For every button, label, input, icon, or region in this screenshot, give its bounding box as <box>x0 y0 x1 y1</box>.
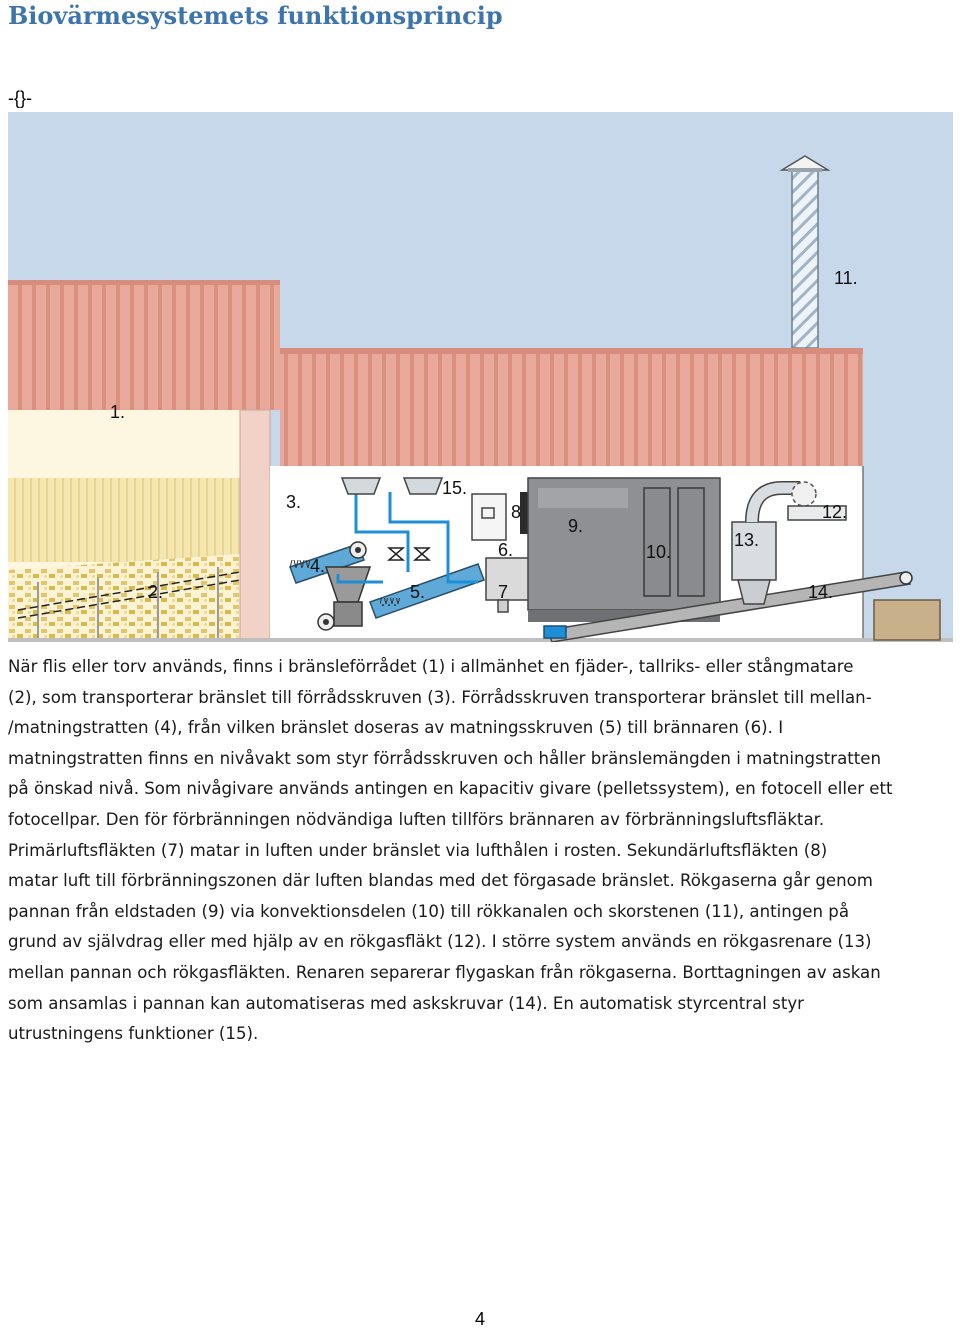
page-title: Biovärmesystemets funktionsprincip <box>8 1 503 30</box>
silo-wall <box>240 410 270 640</box>
label-3: 3. <box>286 492 302 512</box>
figure-marker: -{}- <box>8 88 33 108</box>
label-10: 10. <box>646 542 672 562</box>
boilerhouse-roof <box>280 348 863 466</box>
silo-interior <box>8 478 240 562</box>
label-2: 2. <box>148 582 164 602</box>
label-7: 7 <box>498 582 509 602</box>
label-1: 1. <box>110 402 126 422</box>
label-5: 5. <box>410 582 426 602</box>
body-paragraph: När flis eller torv används, finns i bränsleförrådet (1) i allmänhet en fjäder-, tallriks- eller stångmatare (2), som transporterar bränslet till förrådsskruven (3). Förrådsskruven transporterar bränslet till mellan- /matningstratten (4), från vilken bränslet doseras av matningsskruven (5) till brännaren (6). I matningstratten finns en nivåvakt som styr förrådsskruven och håller bränslemängden i matningstratten på önskad nivå. Som nivågivare används antingen en kapacitiv givare (pelletssystem), en fotocell eller ett fotocellpar. Den för förbränningen nödvändiga luften tillförs brännaren av förbränningsluftsfläktar. Primärluftsfläkten (7) matar in luften under bränslet via lufthålen i rosten. Sekundärluftsfläkten (8) matar luft till förbränningszonen där luften blandas med det förgasade bränslet. Rökgaserna går genom pannan från eldstaden (9) via konvektionsdelen (10) till rökkanalen och skorstenen (11), antingen på grund av självdrag eller med hjälp av en rökgasfläkt (12). I större system används en rökgasrenare (13) mellan pannan och rökgasfläkten. Renaren separerar flygaskan från rökgaserna. Borttagningen av askan som ansamlas i pannan kan automatiseras med askskruvar (14). En automatisk styrcentral styr utrustningens funktioner (15). <box>8 657 893 1044</box>
ash-container <box>874 600 940 640</box>
label-4: 4. <box>310 556 326 576</box>
control-cabinet <box>472 494 506 540</box>
label-14: 14. <box>808 582 834 602</box>
label-13: 13. <box>734 530 760 550</box>
label-8: 8 <box>511 502 522 522</box>
heating-system-diagram <box>8 112 953 642</box>
label-12: 12. <box>822 502 848 522</box>
boiler <box>528 478 720 622</box>
label-9: 9. <box>568 516 584 536</box>
label-6: 6. <box>498 540 514 560</box>
page-number: 4 <box>474 1309 485 1329</box>
label-15: 15. <box>442 478 468 498</box>
silo-roof <box>8 280 280 410</box>
label-11: 11. <box>834 268 858 288</box>
